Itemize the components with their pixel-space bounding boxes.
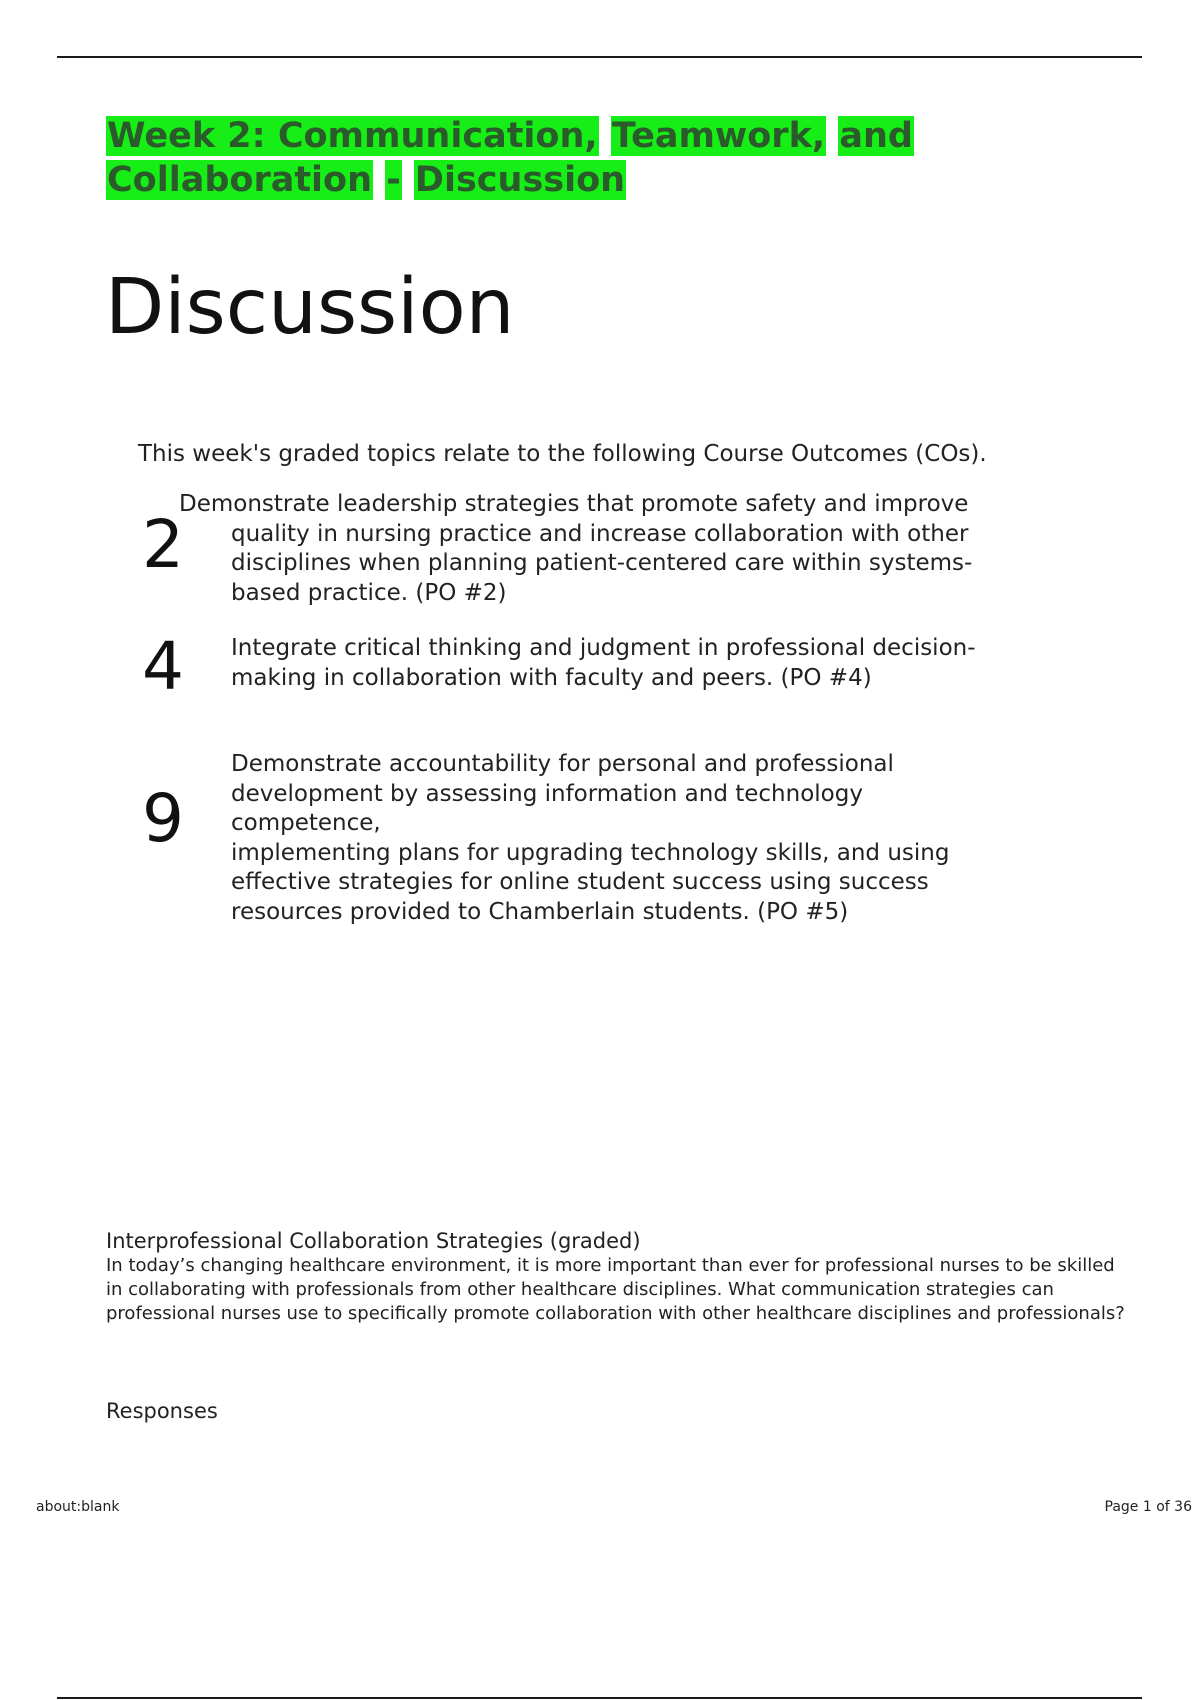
week-title-segment: Collaboration — [107, 160, 373, 200]
top-divider — [57, 56, 1142, 58]
responses-label: Responses — [106, 1399, 218, 1423]
footer-url: about:blank — [36, 1499, 120, 1515]
course-outcome-text — [179, 490, 1059, 608]
course-outcomes-intro: This week's graded topics relate to the following Course Outcomes (COs). — [138, 441, 987, 467]
bottom-divider — [57, 1697, 1142, 1699]
week-title-segment: and — [839, 116, 913, 156]
course-outcome-text-part2: implementing plans for upgrading technology skills, and using effective strategies for online student success using success resources provided to Chamberlain students. (PO #5) — [231, 839, 950, 925]
footer-page-number: Page 1 of 36 — [1104, 1499, 1192, 1515]
week-title-segment: - — [386, 160, 401, 200]
week-title — [106, 114, 1006, 202]
course-outcome-text-part1: Demonstrate accountability for personal and professional development by assessing information and technology competence, — [231, 751, 894, 836]
discussion-heading: Discussion — [105, 263, 515, 352]
course-outcome-text: Integrate critical thinking and judgment in professional decision- making in collaboration with faculty and peers. (PO #4) — [231, 635, 976, 691]
course-outcome-text-first: Demonstrate leadership strategies that promote safety and improve — [179, 491, 969, 517]
course-outcome-text-rest: quality in nursing practice and increase collaboration with other disciplines when planning patient-centered care within systems- based practice. (PO #2) — [231, 520, 973, 606]
course-outcome-number: 2 — [142, 506, 184, 583]
week-title-segment: Teamwork, — [611, 116, 826, 156]
week-title-segment: Discussion — [414, 160, 626, 200]
week-title-segment: Week 2: Communication, — [107, 116, 598, 156]
course-outcome-number: 4 — [142, 628, 184, 705]
course-outcome-text — [231, 750, 991, 927]
section-body: In today’s changing healthcare environment, it is more important than ever for professional nurses to be skilled in collaborating with professionals from other healthcare disciplines. What communication strategies can professional nurses use to specifically promote collaboration with other healthcare disciplines and professionals? — [106, 1255, 1125, 1324]
course-outcome-number: 9 — [142, 780, 184, 857]
section-title: Interprofessional Collaboration Strategies (graded) — [106, 1229, 641, 1253]
